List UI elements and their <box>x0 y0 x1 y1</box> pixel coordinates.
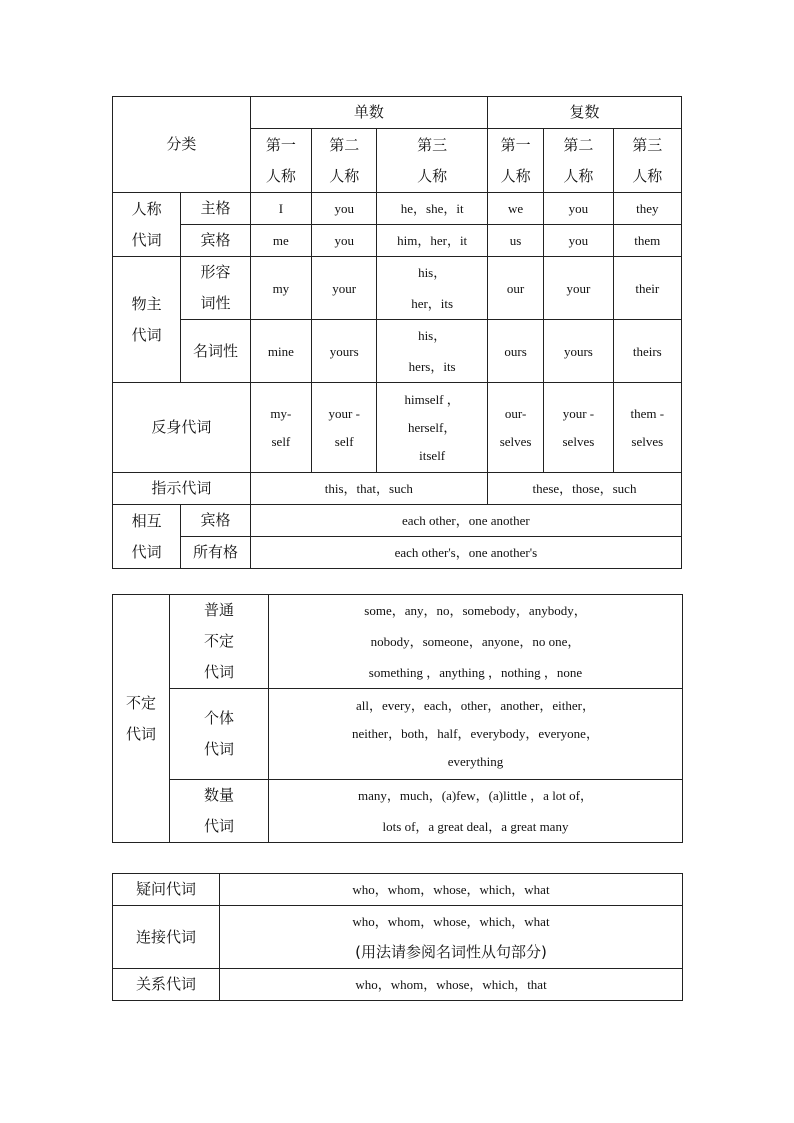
connective-pronoun-label: 连接代词 <box>113 906 220 969</box>
table-cell: your - selves <box>544 383 613 473</box>
table-cell: them - selves <box>613 383 681 473</box>
quantity-pronoun-label: 数量 代词 <box>170 780 269 843</box>
table-cell: these，those，such <box>487 473 681 505</box>
individual-pronoun-label: 个体 代词 <box>170 689 269 780</box>
table-cell: they <box>613 193 681 225</box>
table-cell: his， hers，its <box>377 320 488 383</box>
table-cell: many，much，(a)few，(a)little ，a lot of， lots of，a great deal，a great many <box>269 780 683 843</box>
table-cell: them <box>613 225 681 257</box>
reciprocal-objective-label: 宾格 <box>181 505 250 537</box>
table-cell: his， her，its <box>377 257 488 320</box>
table-cell: ours <box>487 320 543 383</box>
sg-first-person-header: 第一 人称 <box>250 129 311 193</box>
table-cell: yours <box>312 320 377 383</box>
table-cell: himself ， herself， itself <box>377 383 488 473</box>
table-cell: your - self <box>312 383 377 473</box>
table-cell: our- selves <box>487 383 543 473</box>
table-cell: who，whom，whose，which，what <box>220 874 683 906</box>
table-cell: you <box>544 225 613 257</box>
table-cell: our <box>487 257 543 320</box>
table-cell: him，her，it <box>377 225 488 257</box>
table-cell: we <box>487 193 543 225</box>
common-indefinite-label: 普通 不定 代词 <box>170 595 269 689</box>
nominal-label: 名词性 <box>181 320 250 383</box>
demonstrative-pronoun-label: 指示代词 <box>113 473 251 505</box>
reciprocal-possessive-label: 所有格 <box>181 537 250 569</box>
table-cell: mine <box>250 320 311 383</box>
table-cell: their <box>613 257 681 320</box>
pl-second-person-header: 第二 人称 <box>544 129 613 193</box>
table-cell: me <box>250 225 311 257</box>
table-cell: yours <box>544 320 613 383</box>
indefinite-pronoun-table <box>112 594 683 843</box>
interrogative-pronoun-label: 疑问代词 <box>113 874 220 906</box>
table-cell: some，any，no，somebody，anybody， nobody，someone，anyone，no one， something ，anything ，nothing ，none <box>269 595 683 689</box>
table-cell: he，she，it <box>377 193 488 225</box>
table-cell: theirs <box>613 320 681 383</box>
objective-label: 宾格 <box>181 225 250 257</box>
reflexive-pronoun-label: 反身代词 <box>113 383 251 473</box>
pronoun-table-main <box>112 96 682 569</box>
table-cell: who，whom，whose，which，what (用法请参阅名词性从句部分) <box>220 906 683 969</box>
table-cell: you <box>312 225 377 257</box>
table-cell: your <box>312 257 377 320</box>
table-cell: each other's，one another's <box>250 537 681 569</box>
indefinite-pronoun-label: 不定 代词 <box>113 595 170 843</box>
possessive-pronoun-label: 物主 代词 <box>113 257 181 383</box>
relative-pronoun-label: 关系代词 <box>113 969 220 1001</box>
question-relative-table <box>112 873 683 1001</box>
table-cell: my <box>250 257 311 320</box>
sg-third-person-header: 第三 人称 <box>377 129 488 193</box>
pl-third-person-header: 第三 人称 <box>613 129 681 193</box>
table-cell: I <box>250 193 311 225</box>
table-cell: us <box>487 225 543 257</box>
reciprocal-pronoun-label: 相互 代词 <box>113 505 181 569</box>
personal-pronoun-label: 人称 代词 <box>113 193 181 257</box>
adjectival-label: 形容 词性 <box>181 257 250 320</box>
singular-header: 单数 <box>250 97 487 129</box>
table-cell: this，that，such <box>250 473 487 505</box>
table-cell: each other，one another <box>250 505 681 537</box>
category-header: 分类 <box>113 97 251 193</box>
table-cell: your <box>544 257 613 320</box>
plural-header: 复数 <box>487 97 681 129</box>
subjective-label: 主格 <box>181 193 250 225</box>
table-cell: who，whom，whose，which，that <box>220 969 683 1001</box>
table-cell: you <box>544 193 613 225</box>
sg-second-person-header: 第二 人称 <box>312 129 377 193</box>
table-cell: you <box>312 193 377 225</box>
table-cell: my- self <box>250 383 311 473</box>
table-cell: all，every，each，other，another，either， neither，both，half，everybody，everyone， everything <box>269 689 683 780</box>
pl-first-person-header: 第一 人称 <box>487 129 543 193</box>
